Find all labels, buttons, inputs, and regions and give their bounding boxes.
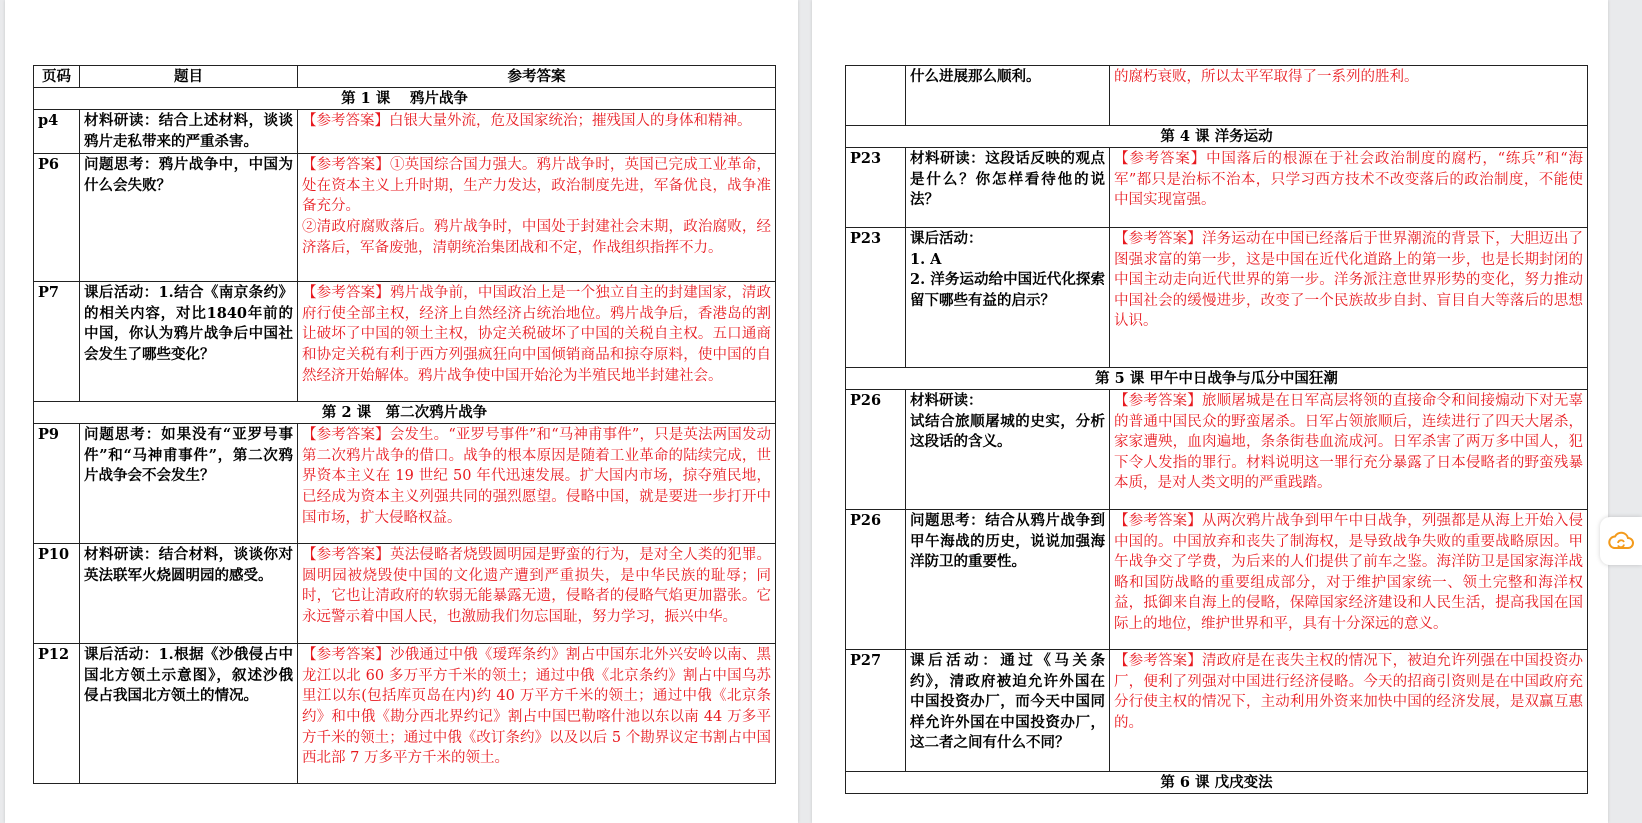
lesson-heading: 第 4 课 洋务运动 — [846, 126, 1588, 148]
answer-cell: 【参考答案】从两次鸦片战争到甲午中日战争，列强都是从海上开始入侵中国的。中国放弃和丧失了制海权，是导致战争失败的重要战略原因。甲午战争交了学费，为后来的人们提供了前车之鉴。海洋防卫是国家海洋战略和国防战略的重要组成部分，对于维护国家统一、领土完整和海洋权益，抵御来自海上的侵略，保障国家经济建设和人民生活，提高我国在国际上的地位，维护世界和平，具有十分深远的意义。 — [1110, 510, 1588, 650]
answer-cell: 【参考答案】鸦片战争前，中国政治上是一个独立自主的封建国家，清政府行使全部主权，经济上自然经济占统治地位。鸦片战争后，香港岛的割让破坏了中国的领土主权，协定关税破坏了中国的关税自主权。五口通商和协定关税有利于西方列强疯狂向中国倾销商品和掠夺原料，使中国的自然经济开始解体。鸦片战争使中国开始沦为半殖民地半封建社会。 — [298, 282, 776, 402]
answer-cell: 【参考答案】英法侵略者烧毁圆明园是野蛮的行为，是对全人类的犯罪。圆明园被烧毁使中国的文化遗产遭到严重损失，是中华民族的耻辱；同时，它也让清政府的软弱无能暴露无遗，侵略者的侵略气焰更加嚣张。它永远警示着中国人民，也激励我们勿忘国耻，努力学习，振兴中华。 — [298, 544, 776, 644]
header-question: 题目 — [80, 66, 298, 88]
table-row — [34, 544, 776, 644]
question-cell: 课后活动：通过《马关条约》，清政府被迫允许外国在中国投资办厂，而今天中国同样允许外国在中国投资办厂，这二者之间有什么不同？ — [906, 650, 1110, 772]
lesson-heading: 第 6 课 戊戌变法 — [846, 772, 1588, 794]
lesson-heading: 第 5 课 甲午中日战争与瓜分中国狂潮 — [846, 368, 1588, 390]
left-page — [5, 0, 798, 823]
question-cell: 材料研读： 试结合旅顺屠城的史实，分析这段话的含义。 — [906, 390, 1110, 510]
answer-table-left — [33, 65, 776, 784]
page-number-cell: P6 — [34, 154, 80, 282]
lesson-heading: 第 1 课 鸦片战争 — [34, 88, 776, 110]
answer-cell: 【参考答案】白银大量外流，危及国家统治；摧残国人的身体和精神。 — [298, 110, 776, 154]
table-row — [846, 510, 1588, 650]
question-cell: 问题思考：结合从鸦片战争到甲午海战的历史，说说加强海洋防卫的重要性。 — [906, 510, 1110, 650]
answer-cell: 【参考答案】会发生。“亚罗号事件”和“马神甫事件”，只是英法两国发动第二次鸦片战争的借口。战争的根本原因是随着工业革命的陆续完成，世界资本主义在 19 世纪 50 年代迅速发展。扩大国内市场，掠夺殖民地，已经成为资本主义列强共同的强烈愿望。侵略中国，就是要进一步打开中国市场，扩大侵略权益。 — [298, 424, 776, 544]
answer-cell: 【参考答案】清政府是在丧失主权的情况下，被迫允许列强在中国投资办厂，便利了列强对中国进行经济侵略。今天的招商引资则是在中国政府充分行使主权的情况下，主动利用外资来加快中国的经济发展，是双赢互惠的。 — [1110, 650, 1588, 772]
lesson-heading-row — [846, 126, 1588, 148]
lesson-heading: 第 2 课 第二次鸦片战争 — [34, 402, 776, 424]
lesson-heading-row — [34, 88, 776, 110]
table-row — [846, 66, 1588, 126]
header-page: 页码 — [34, 66, 80, 88]
table-body-right — [846, 66, 1588, 794]
question-cell: 材料研读：结合上述材料，谈谈鸦片走私带来的严重杀害。 — [80, 110, 298, 154]
question-cell: 材料研读：结合材料，谈谈你对英法联军火烧圆明园的感受。 — [80, 544, 298, 644]
table-row — [846, 390, 1588, 510]
answer-cell: 【参考答案】沙俄通过中俄《瑷珲条约》割占中国东北外兴安岭以南、黑龙江以北 60 多万平方千米的领土；通过中俄《北京条约》割占中国乌苏里江以东(包括库页岛在内)约 40 万平方千米的领土；通过中俄《北京条约》和中俄《勘分西北界约记》割占中国巴勒喀什池以东以南 44 万多平方千米的领土；通过中俄《改订条约》以及以后 5 个勘界议定书割占中国西北部 7 万多平方千米的领土。 — [298, 644, 776, 784]
table-row — [846, 650, 1588, 772]
page-number-cell: P26 — [846, 510, 906, 650]
cloud-sync-button[interactable] — [1600, 517, 1642, 565]
page-number-cell: P26 — [846, 390, 906, 510]
answer-table-right — [845, 65, 1588, 794]
header-answer: 参考答案 — [298, 66, 776, 88]
table-row — [846, 148, 1588, 228]
page-number-cell — [846, 66, 906, 126]
table-row — [34, 644, 776, 784]
question-cell: 课后活动：1.根据《沙俄侵占中国北方领土示意图》，叙述沙俄侵占我国北方领土的情况。 — [80, 644, 298, 784]
answer-cell: 的腐朽衰败，所以太平军取得了一系列的胜利。 — [1110, 66, 1588, 126]
question-cell: 材料研读：这段话反映的观点是什么？你怎样看待他的说法？ — [906, 148, 1110, 228]
question-cell: 课后活动：1.结合《南京条约》的相关内容，对比1840年前的中国，你认为鸦片战争后中国社会发生了哪些变化？ — [80, 282, 298, 402]
lesson-heading-row — [34, 402, 776, 424]
page-number-cell: P9 — [34, 424, 80, 544]
page-number-cell: p4 — [34, 110, 80, 154]
table-row — [34, 282, 776, 402]
page-number-cell: P27 — [846, 650, 906, 772]
cloud-sync-icon — [1607, 530, 1635, 552]
answer-cell: 【参考答案】中国落后的根源在于社会政治制度的腐朽，“练兵”和“海军”都只是治标不治本，只学习西方技术不改变落后的政治制度，不能使中国实现富强。 — [1110, 148, 1588, 228]
page-number-cell: P23 — [846, 148, 906, 228]
answer-cell: 【参考答案】洋务运动在中国已经落后于世界潮流的背景下，大胆迈出了图强求富的第一步，这是中国在近代化道路上的第一步，也是长期封闭的中国主动走向近代世界的第一步。洋务派注意世界形势的变化，努力推动中国社会的缓慢进步，改变了一个民族故步自封、盲目自大等落后的思想认识。 — [1110, 228, 1588, 368]
answer-cell: 【参考答案】①英国综合国力强大。鸦片战争时，英国已完成工业革命，处在资本主义上升时期，生产力发达，政治制度先进，军备优良，战争准备充分。 ②清政府腐败落后。鸦片战争时，中国处于封建社会末期，政治腐败，经济落后，军备废弛，清朝统治集团战和不定，作战组织指挥不力。 — [298, 154, 776, 282]
question-cell: 问题思考：鸦片战争中，中国为什么会失败？ — [80, 154, 298, 282]
table-row — [34, 154, 776, 282]
lesson-heading-row — [846, 772, 1588, 794]
table-row — [846, 228, 1588, 368]
answer-cell: 【参考答案】旅顺屠城是在日军高层将领的直接命令和间接煽动下对无辜的普通中国民众的野蛮屠杀。日军占领旅顺后，连续进行了四天大屠杀，家家遭殃，血肉遍地，条条街巷血流成河。日军杀害了两万多中国人，犯下令人发指的罪行。材料说明这一罪行充分暴露了日本侵略者的野蛮残暴本质，是对人类文明的严重践踏。 — [1110, 390, 1588, 510]
right-page — [812, 0, 1608, 823]
question-cell: 什么进展那么顺利。 — [906, 66, 1110, 126]
table-header-row — [34, 66, 776, 88]
page-number-cell: P23 — [846, 228, 906, 368]
question-cell: 问题思考：如果没有“亚罗号事件”和“马神甫事件”，第二次鸦片战争会不会发生？ — [80, 424, 298, 544]
page-number-cell: P12 — [34, 644, 80, 784]
page-number-cell: P10 — [34, 544, 80, 644]
table-row — [34, 110, 776, 154]
lesson-heading-row — [846, 368, 1588, 390]
table-row — [34, 424, 776, 544]
question-cell: 课后活动： 1. A 2. 洋务运动给中国近代化探索留下哪些有益的启示？ — [906, 228, 1110, 368]
table-body-left — [34, 88, 776, 784]
page-number-cell: P7 — [34, 282, 80, 402]
